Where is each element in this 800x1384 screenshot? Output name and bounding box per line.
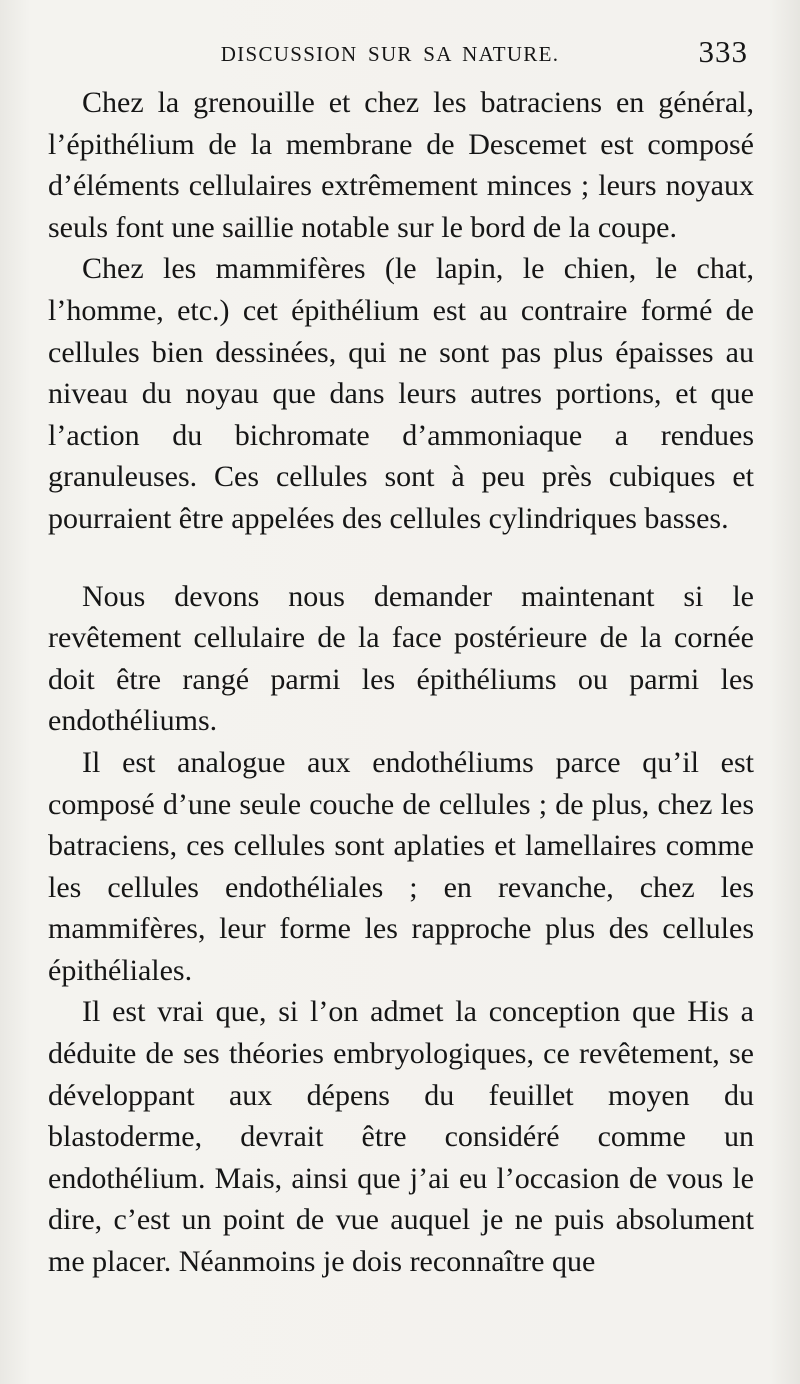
page-number: 333 <box>698 34 748 69</box>
running-head <box>0 34 800 74</box>
running-title: DISCUSSION SUR SA NATURE. <box>220 42 560 66</box>
paragraph-question: Nous devons nous demander maintenant si le revêtement cellulaire de la face postérieure de la cornée doit être rangé parmi les épithéliums ou parmi les endothéliums. <box>48 579 754 738</box>
body-text <box>48 82 754 1283</box>
paragraph-mammal-epithelium: Chez les mammifères (le lapin, le chien, le chat, l’homme, etc.) cet épithélium est au contraire formé de cellules bien dessinées, qui ne sont pas plus épaisses au niveau du noyau que dans leurs autres portions, et que l’action du bichromate d’ammoniaque a rendues granuleuses. Ces cellules sont à peu près cubiques et pourraient être appelées des cellules cylindriques basses. <box>48 252 754 535</box>
paragraph-analogy: Il est analogue aux endothéliums parce qu’il est composé d’une seule couche de cellules ; de plus, chez les batraciens, ces cellules sont aplaties et lamellaires comme les cellules endothéliales ; en revanche, chez les mammifères, leur forme les rapproche plus des cellules épithéliales. <box>48 745 754 987</box>
paragraph-his-conception: Il est vrai que, si l’on admet la conception que His a déduite de ses théories embryologiques, ce revêtement, se développant aux dépens du feuillet moyen du blastoderme, devrait être considéré comme un endothélium. Mais, ainsi que j’ai eu l’occasion de vous le dire, c’est un point de vue auquel je ne puis absolument me placer. Néanmoins je dois reconnaître que <box>48 995 754 1279</box>
paragraph-frog-epithelium: Chez la grenouille et chez les batraciens en général, l’épithélium de la membrane de Descemet est composé d’éléments cellulaires extrêmement minces ; leurs noyaux seuls font une saillie notable sur le bord de la coupe. <box>48 86 754 244</box>
